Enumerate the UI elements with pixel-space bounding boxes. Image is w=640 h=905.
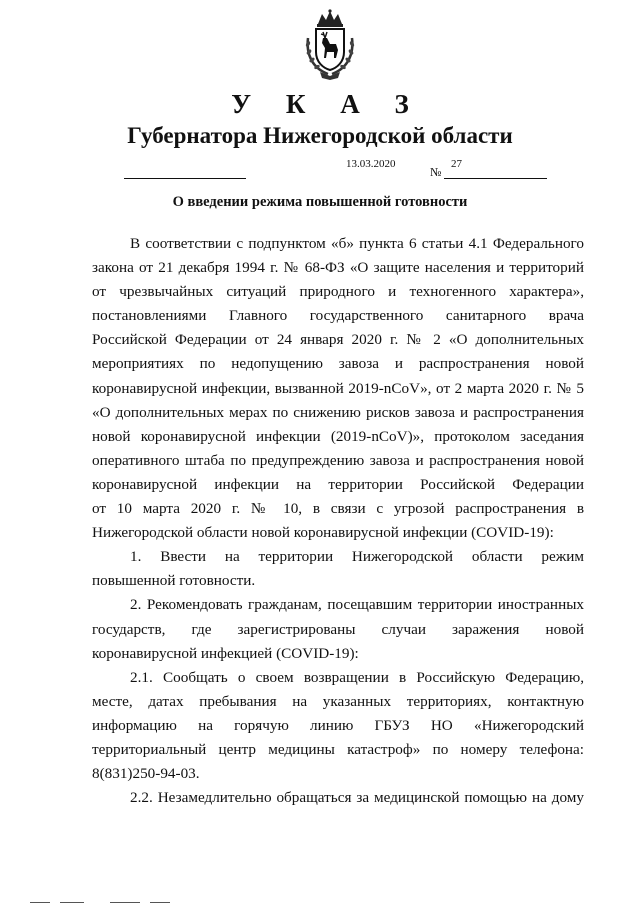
scan-artifact bbox=[110, 902, 140, 903]
coat-of-arms-emblem bbox=[298, 8, 362, 80]
body-line: постановлениями Главного государственного санитарного врача bbox=[92, 307, 584, 325]
body-line: Российской Федерации от 24 января 2020 г. № 2 «О дополнительных bbox=[92, 331, 584, 349]
document-title: У К А З bbox=[231, 89, 423, 119]
number-underline bbox=[444, 178, 547, 179]
scan-artifact bbox=[30, 902, 50, 903]
date-underline bbox=[124, 178, 246, 179]
scan-artifact bbox=[150, 902, 170, 903]
decree-heading: О введении режима повышенной готовности bbox=[172, 194, 468, 210]
body-line: от 10 марта 2020 г. № 10, в связи с угрозой распространения в bbox=[92, 500, 584, 518]
body-line: 2.1. Сообщать о своем возвращении в Российскую Федерацию, bbox=[130, 668, 584, 686]
body-line: 2. Рекомендовать гражданам, посещавшим территории иностранных bbox=[130, 596, 584, 614]
body-line: 1. Ввести на территории Нижегородской области режим bbox=[130, 548, 584, 566]
body-line: закона от 21 декабря 1994 г. № 68-ФЗ «О защите населения и территорий bbox=[92, 259, 584, 277]
body-line: от чрезвычайных ситуаций природного и техногенного характера», bbox=[92, 283, 584, 301]
body-line: коронавирусной инфекцией (COVID-19): bbox=[92, 644, 359, 662]
body-line: коронавирусной инфекции на территории Российской Федерации bbox=[92, 475, 584, 493]
body-line: «О дополнительных мерах по снижению рисков завоза и распространения bbox=[92, 403, 584, 421]
body-line: Нижегородской области новой коронавирусной инфекции (COVID-19): bbox=[92, 524, 554, 542]
body-line: В соответствии с подпунктом «б» пункта 6 статьи 4.1 Федерального bbox=[130, 235, 584, 252]
body-line: информацию на горячую линию ГБУЗ НО «Нижегородский bbox=[92, 716, 584, 734]
body-line: мероприятиях по недопущению завоза и распространения новой bbox=[92, 355, 584, 373]
body-line: повышенной готовности. bbox=[92, 572, 256, 590]
body-line: оперативного штаба по предупреждению завоза и распространения новой bbox=[92, 451, 584, 469]
body-line: новой коронавирусной инфекции (2019-nCoV)», протоколом заседания bbox=[92, 427, 584, 445]
document-subtitle: Губернатора Нижегородской области bbox=[127, 123, 513, 148]
body-line: коронавирусной инфекции, вызванной 2019-nCoV», от 2 марта 2020 г. № 5 bbox=[92, 379, 584, 397]
registration-number-label: № bbox=[430, 165, 442, 179]
body-line: 8(831)250-94-03. bbox=[92, 765, 200, 783]
body-line: территориальный центр медицины катастроф» по номеру телефона: bbox=[92, 740, 584, 758]
body-line: месте, датах пребывания на указанных территориях, контактную bbox=[92, 692, 584, 710]
body-line: государств, где зарегистрированы случаи заражения новой bbox=[92, 620, 584, 638]
registration-number: 27 bbox=[451, 158, 462, 170]
decree-body bbox=[92, 232, 584, 810]
scan-artifact bbox=[60, 902, 84, 903]
body-line: 2.2. Незамедлительно обращаться за медицинской помощью на дому bbox=[130, 789, 584, 807]
registration-date: 13.03.2020 bbox=[346, 158, 396, 170]
